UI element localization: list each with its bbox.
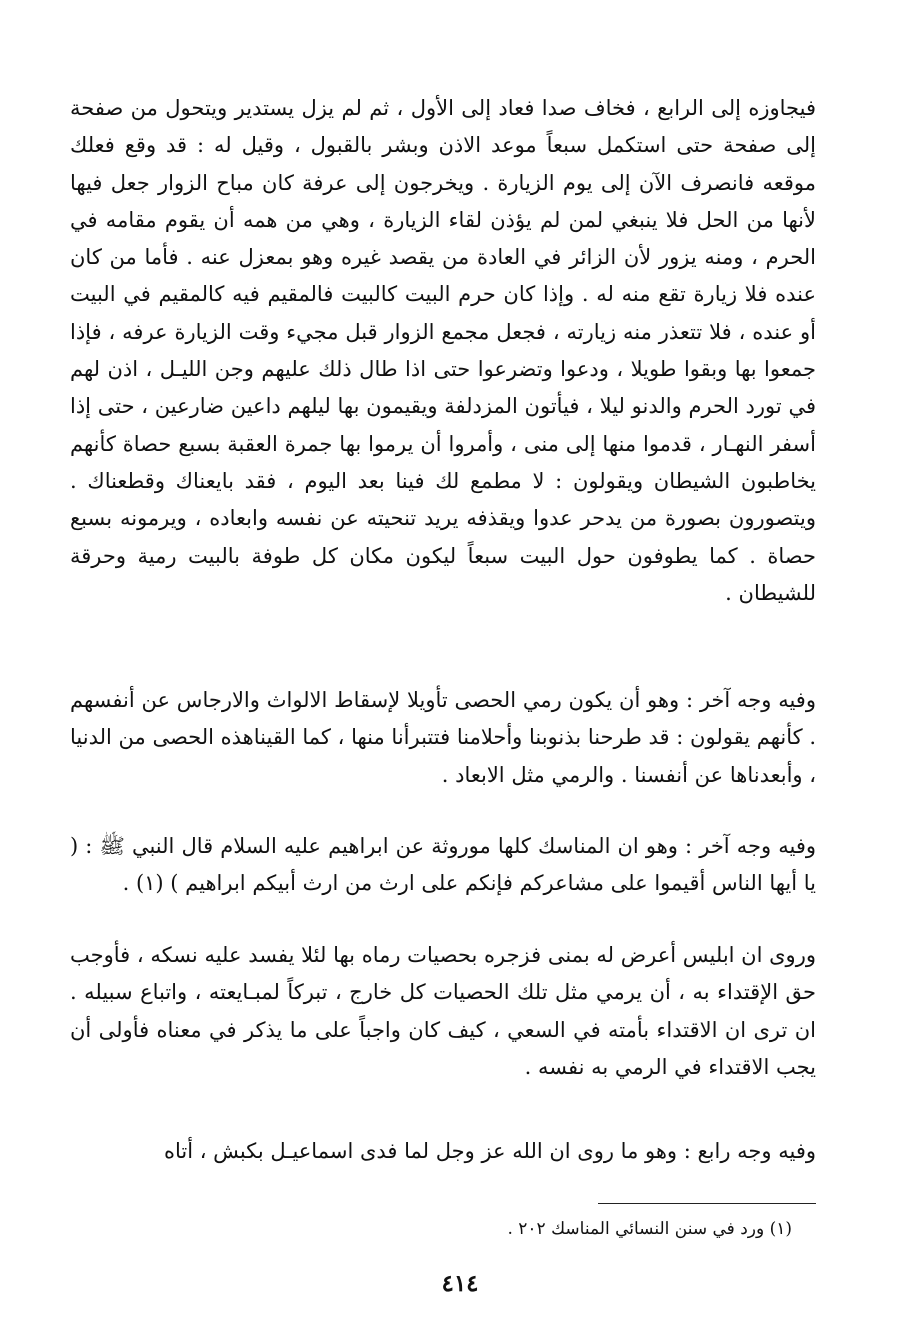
paragraph-text: وفيه وجه آخر : وهو ان المناسك كلها موروثة عن ابراهيم عليه السلام قال النبي ﷺ : ( يا أيها الناس أقيموا على مشاعركم فإنكم على ارث من ارث أبيكم ابراهيم ) (١) . — [70, 834, 816, 896]
paragraph-4 — [70, 937, 816, 1086]
footnote: (١) ورد في سنن النسائي المناسك ٢٠٢ . — [507, 1219, 792, 1239]
paragraph-2 — [70, 682, 816, 794]
paragraph-3 — [70, 828, 816, 903]
page-number: ٤١٤ — [441, 1270, 479, 1297]
paragraph-text: وفيه وجه آخر : وهو أن يكون رمي الحصى تأويلا لإسقاط الالواث والارجاس عن أنفسهم . كأنهم يقولون : قد طرحنا بذنوبنا وأحلامنا فتتبرأنا منها ، كما القيناهذه الحصى من الدنيا ، وأبعدناها عن أنفسنا . والرمي مثل الابعاد . — [70, 688, 816, 787]
footnote-divider — [598, 1203, 816, 1204]
paragraph-1 — [70, 90, 816, 612]
paragraph-5 — [70, 1133, 816, 1170]
paragraph-text: وفيه وجه رابع : وهو ما روى ان الله عز وجل لما فدى اسماعيـل بكبش ، أتاه — [163, 1139, 816, 1163]
paragraph-text: فيجاوزه إلى الرابع ، فخاف صدا فعاد إلى الأول ، ثم لم يزل يستدير ويتحول من صفحة إلى صفحة حتى استكمل سبعاً موعد الاذن وبشر بالقبول ، وقيل له : قد وقع فعلك موقعه فانصرف الآن إلى يوم الزيارة . ويخرجون إلى عرفة كان مباح الزوار جعل فيها لأنها من الحل فلا ينبغي لمن لم يؤذن لقاء الزيارة ، وهي من همه أن يقوم مقامه في الحرم ، ومنه يزور لأن الزائر في العادة من يقصد غيره وهو بمعزل عنه . فأما من كان عنده فلا زيارة تقع منه له . وإذا كان حرم البيت كالبيت فالمقيم فيه كالمقيم في البيت أو عنده ، فلا تتعذر منه زيارته ، فجعل مجمع الزوار قبل مجيء وقت الزيارة عرفه ، فإذا جمعوا بها وبقوا طويلا ، ودعوا وتضرعوا حتى اذا طال ذلك عليهم وجن الليـل ، اذن لهم في تورد الحرم والدنو ليلا ، فيأتون المزدلفة ويقيمون بها ليلهم داعين ضارعين ، حتى إذا أسفر النهـار ، قدموا منها إلى منى ، وأمروا أن يرموا بها جمرة العقبة بسبع حصاة كأنهم يخاطبون الشيطان ويقولون : لا مطمع لك فينا بعد اليوم ، فقد بايعناك وقطعناك . ويتصورون بصورة من يدحر عدوا ويقذفه يريد تنحيته عن نفسه وابعاده ، ويرمونه بسبع حصاة . كما يطوفون حول البيت سبعاً ليكون مكان كل طوفة بالبيت رمية وحرقة للشيطان . — [70, 96, 816, 605]
paragraph-text: وروى ان ابليس أعرض له بمنى فزجره بحصيات رماه بها لئلا يفسد عليه نسكه ، فأوجب حق الإقتداء به ، أن يرمي مثل تلك الحصيات كل خارج ، تبركاً لمبـايعته ، واتباع سبيله . ان ترى ان الاقتداء بأمته في السعي ، كيف كان واجباً على ما يذكر في معناه فأولى أن يجب الاقتداء في الرمي به نفسه . — [70, 943, 816, 1079]
